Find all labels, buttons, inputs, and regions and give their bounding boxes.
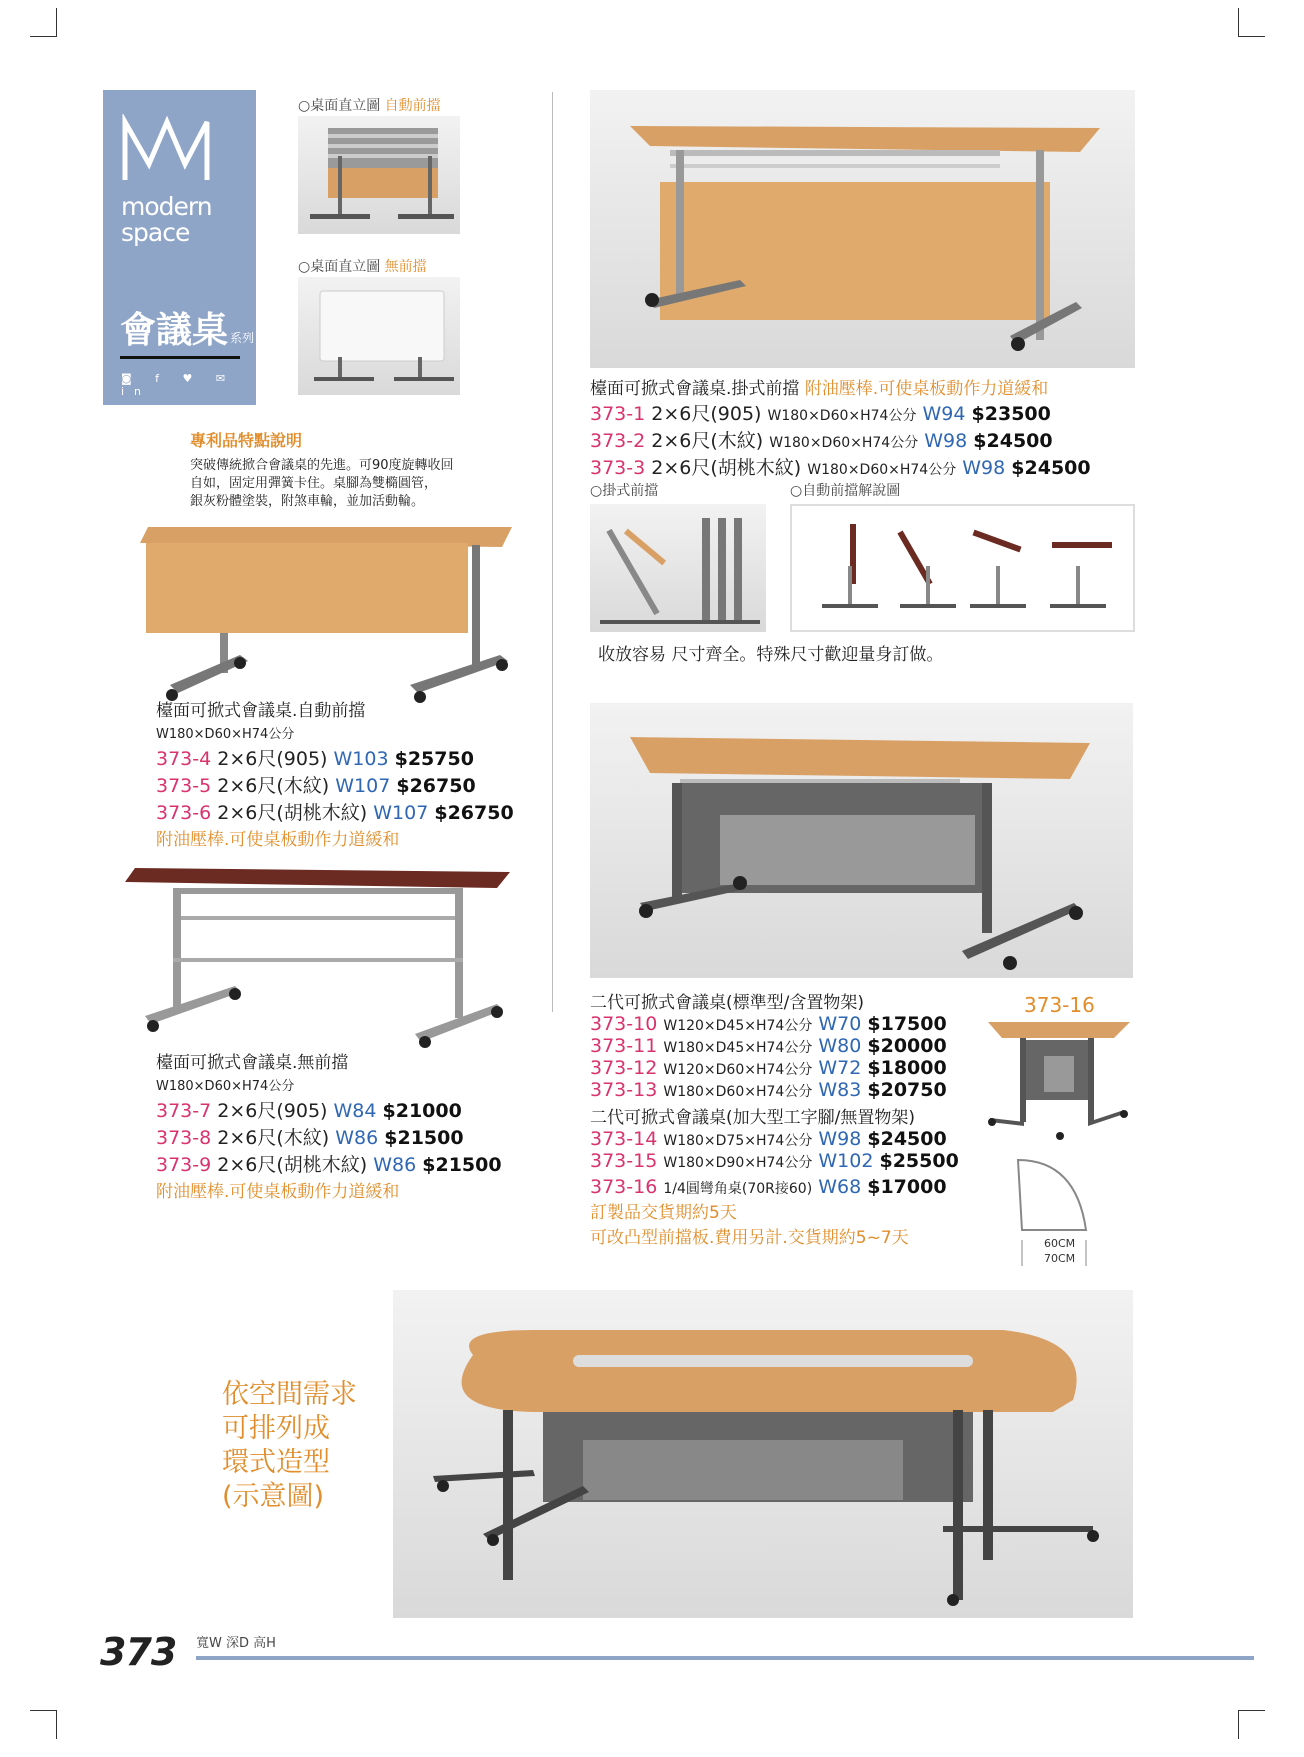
- price: $23500: [971, 403, 1051, 425]
- weight: W86: [335, 1127, 379, 1149]
- corner-label: 373-16: [1024, 993, 1095, 1017]
- price: $26750: [434, 802, 514, 824]
- group-b-dims: W180×D60×H74公分: [156, 1079, 295, 1094]
- hang-photo: [590, 504, 766, 632]
- group-d-title1: 二代可掀式會議桌(標準型/含置物架): [590, 993, 864, 1013]
- group-c: [590, 374, 1091, 480]
- hang-caption: ○掛式前擋: [590, 483, 659, 499]
- price: $17500: [867, 1013, 947, 1035]
- brand-wordmark-line2: space: [121, 218, 190, 247]
- table-photo-no-front: [125, 858, 515, 1058]
- walnut-table-icon: [125, 858, 515, 1058]
- model-dims: W120×D45×H74公分: [663, 1018, 813, 1034]
- footer-rule: [196, 1656, 1254, 1660]
- folded-white-table-icon: [298, 277, 460, 395]
- weight: W98: [962, 457, 1006, 479]
- ring-tables-icon: [393, 1290, 1133, 1618]
- model-spec: 2×6尺(木紋): [217, 1127, 330, 1149]
- group-c-title-note: 附油壓棒.可使桌板動作力道緩和: [804, 379, 1049, 399]
- group-c-heading: [590, 374, 1091, 399]
- ring-caption-line: 依空間需求: [222, 1379, 357, 1410]
- model-spec: 2×6尺(胡桃木紋): [651, 457, 802, 479]
- model-spec: 2×6尺(胡桃木紋): [217, 1154, 368, 1176]
- thumb-photo-auto-front: [298, 116, 460, 234]
- price: $25750: [394, 748, 474, 770]
- group-b-title: 檯面可掀式會議桌.無前擋: [156, 1053, 349, 1073]
- weight: W107: [373, 802, 429, 824]
- model-code: 373-2: [590, 430, 646, 452]
- weight: W94: [922, 403, 966, 425]
- group-a-title: 檯面可掀式會議桌.自動前擋: [156, 701, 366, 721]
- weight: W80: [818, 1035, 862, 1057]
- group-b: [156, 1048, 502, 1202]
- model-dims: W180×D90×H74公分: [663, 1155, 813, 1171]
- price: $18000: [867, 1057, 947, 1079]
- table-photo-hanging-front: [590, 90, 1135, 368]
- corner-row: [590, 1176, 959, 1198]
- price-row: [590, 1150, 959, 1172]
- price: $21500: [422, 1154, 502, 1176]
- price: $20750: [867, 1079, 947, 1101]
- weight: W86: [373, 1154, 417, 1176]
- price: $24500: [867, 1128, 947, 1150]
- social-icons[interactable]: ◙ f ♥ ✉ in: [121, 372, 236, 398]
- tilted-tables-icon: [590, 504, 766, 632]
- crop-mark-top-right: [1238, 8, 1265, 37]
- ring-caption-line: 環式造型: [222, 1447, 330, 1478]
- model-spec: 2×6尺(905): [217, 1100, 328, 1122]
- price: $17000: [867, 1176, 947, 1198]
- dimension-legend: 寬W 深D 高H: [196, 1636, 276, 1651]
- model-spec: 2×6尺(木紋): [651, 430, 764, 452]
- price: $26750: [396, 775, 476, 797]
- patent-line: 突破傳統掀合會議桌的先進。可90度旋轉收回: [190, 458, 454, 473]
- ring-caption-line: 可排列成: [222, 1413, 330, 1444]
- dim-70cm: 70CM: [1044, 1252, 1076, 1265]
- weight: W84: [333, 1100, 377, 1122]
- model-code: 373-4: [156, 748, 212, 770]
- model-code: 373-11: [590, 1035, 658, 1057]
- model-code: 373-7: [156, 1100, 212, 1122]
- model-code: 373-14: [590, 1128, 658, 1150]
- thumb-caption-auto: [298, 95, 441, 115]
- group-b-note: 附油壓棒.可使桌板動作力道緩和: [156, 1182, 400, 1202]
- weight: W70: [818, 1013, 862, 1035]
- price-row: [156, 798, 514, 825]
- second-gen-table-icon: [590, 703, 1133, 978]
- weight: W83: [818, 1079, 862, 1101]
- price-row: [156, 744, 514, 771]
- model-spec: 2×6尺(胡桃木紋): [217, 802, 368, 824]
- group-c-title: 檯面可掀式會議桌.掛式前擋: [590, 379, 800, 399]
- conference-table-icon: [140, 515, 520, 710]
- folded-table-icon: [298, 116, 460, 234]
- series-title: [120, 302, 254, 353]
- model-code: 373-6: [156, 802, 212, 824]
- model-code: 373-13: [590, 1079, 658, 1101]
- price-row: [156, 771, 514, 798]
- group-a-note: 附油壓棒.可使桌板動作力道緩和: [156, 830, 400, 850]
- price-row: [156, 1123, 502, 1150]
- table-photo-auto-front: [140, 515, 520, 710]
- model-code: 373-10: [590, 1013, 658, 1035]
- price-row: [590, 399, 1091, 426]
- patent-line: 自如，固定用彈簧卡住。桌腳為雙橢圓管，: [190, 476, 438, 491]
- price: $24500: [973, 430, 1053, 452]
- storage-note: 收放容易 尺寸齊全。特殊尺寸歡迎量身訂做。: [598, 645, 944, 665]
- front-panel-note: 可改凸型前擋板.費用另計.交貨期約5~7天: [590, 1228, 909, 1248]
- model-code: 373-12: [590, 1057, 658, 1079]
- model-code: 373-8: [156, 1127, 212, 1149]
- price-row: [590, 1128, 959, 1150]
- weight: W98: [818, 1128, 862, 1150]
- thumb-caption-note: 自動前擋: [384, 98, 441, 114]
- crop-mark-bottom-left: [30, 1710, 57, 1739]
- price-row: [156, 1150, 502, 1177]
- fold-sequence-icon: [792, 506, 1133, 630]
- crop-mark-top-left: [30, 8, 57, 37]
- thumb-caption-prefix: ○桌面直立圖: [298, 259, 381, 275]
- column-divider: [552, 92, 553, 1012]
- model-dims: W180×D45×H74公分: [663, 1040, 813, 1056]
- corner-table-photo: [984, 1018, 1134, 1143]
- price: $21000: [382, 1100, 462, 1122]
- model-spec: 2×6尺(905): [651, 403, 762, 425]
- crop-mark-bottom-right: [1238, 1710, 1265, 1739]
- patent-title: 專利品特點說明: [190, 431, 303, 450]
- brand-panel: [103, 90, 256, 405]
- series-name: 會議桌: [120, 310, 229, 351]
- auto-diagram: [790, 504, 1135, 632]
- page-number: 373: [100, 1630, 177, 1674]
- weight: W68: [818, 1176, 862, 1198]
- ring-caption: [222, 1378, 357, 1514]
- model-spec: 2×6尺(木紋): [217, 775, 330, 797]
- weight: W103: [333, 748, 389, 770]
- price: $20000: [867, 1035, 947, 1057]
- model-dims: W120×D60×H74公分: [663, 1062, 813, 1078]
- price: $24500: [1011, 457, 1091, 479]
- price-row: [590, 426, 1091, 453]
- table-photo-second-gen: [590, 703, 1133, 978]
- thumb-caption-none: [298, 256, 427, 276]
- brand-wordmark-line1: modern: [121, 192, 212, 221]
- price-row: [590, 1035, 959, 1057]
- thumb-photo-no-front: [298, 277, 460, 395]
- thumb-caption-prefix: ○桌面直立圖: [298, 98, 381, 114]
- corner-spec: 1/4圓彎角桌(70R接60): [663, 1181, 813, 1197]
- model-code: 373-15: [590, 1150, 658, 1172]
- weight: W102: [818, 1150, 874, 1172]
- corner-table-icon: [984, 1018, 1134, 1143]
- lead-time-note: 訂製品交貨期約5天: [590, 1203, 737, 1223]
- model-dims: W180×D60×H74公分: [769, 435, 919, 451]
- brand-logo-icon: [121, 114, 211, 184]
- group-a-dims: W180×D60×H74公分: [156, 727, 295, 742]
- price-row: [156, 1096, 502, 1123]
- price: $25500: [879, 1150, 959, 1172]
- brand-divider: [120, 356, 240, 359]
- price-row: [590, 1079, 959, 1101]
- ring-caption-line: (示意圖): [222, 1481, 325, 1512]
- patent-block: [190, 428, 454, 511]
- thumb-caption-note: 無前擋: [384, 259, 427, 275]
- model-spec: 2×6尺(905): [217, 748, 328, 770]
- price-row: [590, 1057, 959, 1079]
- price-row: [590, 453, 1091, 480]
- group-d-title2: 二代可掀式會議桌(加大型工字腳/無置物架): [590, 1108, 915, 1128]
- hanging-front-table-icon: [590, 90, 1135, 368]
- model-dims: W180×D60×H74公分: [663, 1084, 813, 1100]
- brand-wordmark: [121, 194, 212, 246]
- weight: W107: [335, 775, 391, 797]
- model-code: 373-9: [156, 1154, 212, 1176]
- model-code: 373-3: [590, 457, 646, 479]
- price-row: [590, 1013, 959, 1035]
- model-dims: W180×D60×H74公分: [767, 408, 917, 424]
- model-dims: W180×D60×H74公分: [807, 462, 957, 478]
- ring-arrangement-photo: [393, 1290, 1133, 1618]
- series-suffix: 系列: [230, 331, 255, 345]
- group-a: [156, 696, 514, 850]
- dim-60cm: 60CM: [1044, 1237, 1076, 1250]
- weight: W98: [924, 430, 968, 452]
- group-d: [590, 988, 959, 1248]
- weight: W72: [818, 1057, 862, 1079]
- model-code: 373-16: [590, 1176, 658, 1198]
- model-code: 373-5: [156, 775, 212, 797]
- price: $21500: [384, 1127, 464, 1149]
- patent-line: 銀灰粉體塗裝，附煞車輪，並加活動輪。: [190, 494, 425, 509]
- model-dims: W180×D75×H74公分: [663, 1133, 813, 1149]
- model-code: 373-1: [590, 403, 646, 425]
- auto-diagram-caption: ○自動前擋解說圖: [790, 483, 901, 499]
